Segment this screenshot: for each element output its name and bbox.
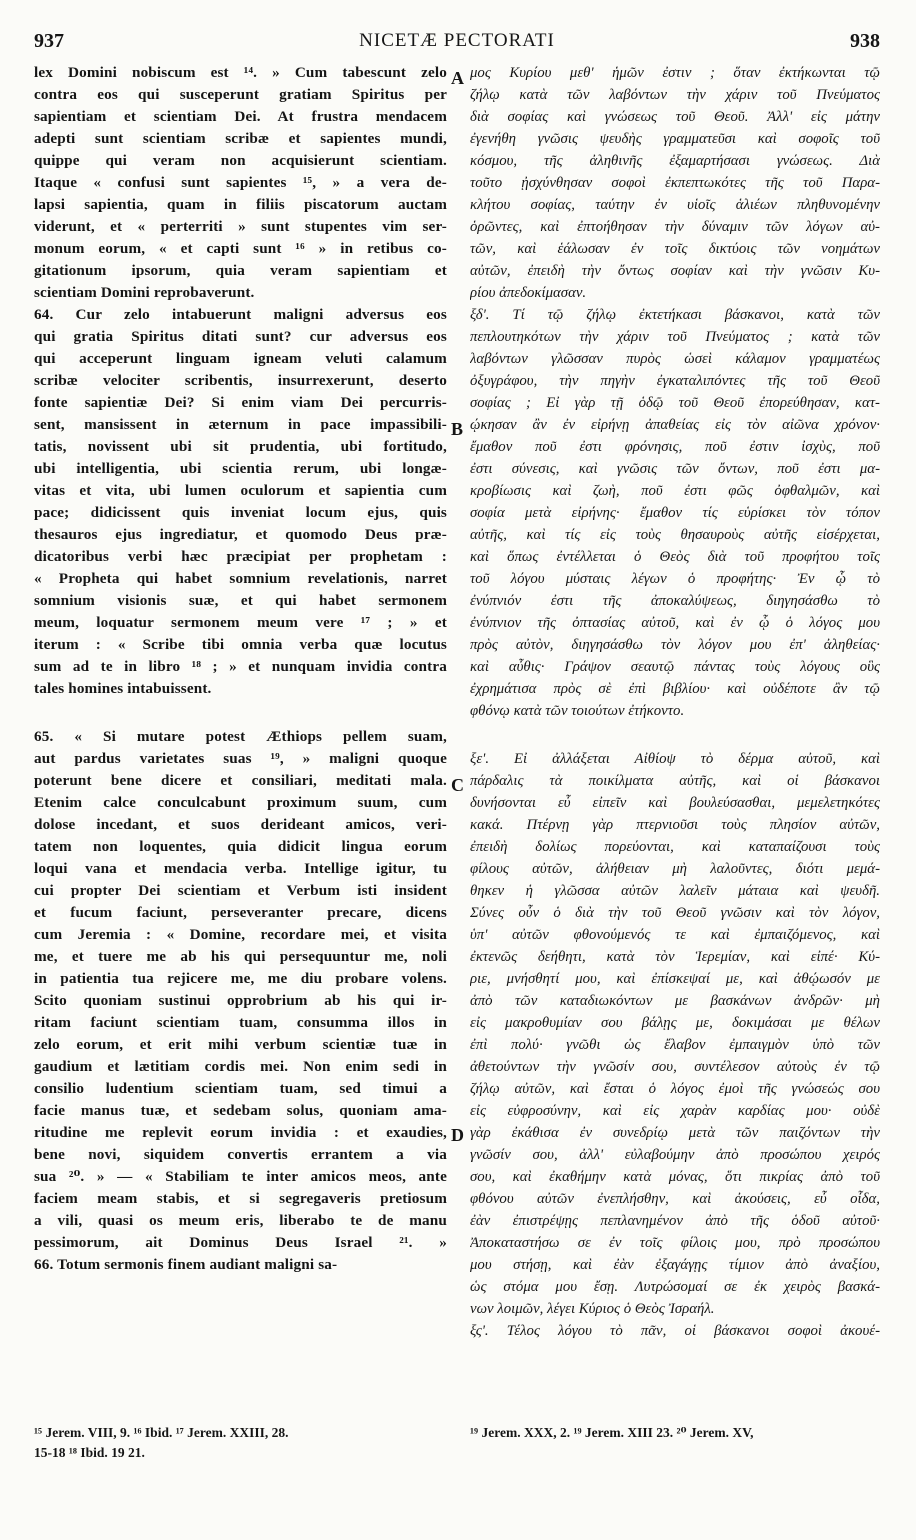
latin-line: et fucum faciunt, perseveranter precare, dicens bbox=[34, 904, 447, 921]
latin-line: sua ²⁰. » — « Stabiliam te inter amicos meos, ante bbox=[34, 1168, 447, 1185]
greek-line: Ἀποκαταστήσω σε ἐν τοῖς φίλοις μου, πρὸ προσώπου bbox=[470, 1235, 880, 1251]
greek-line: γνῶσίν σου, ἀλλ' εὐλαβούμην ἀπὸ προσώπου χειρός bbox=[470, 1147, 880, 1163]
latin-line: Scito quoniam sustinui opprobrium ab his qui ir- bbox=[34, 992, 447, 1009]
latin-line: « Propheta qui habet somnium revelationis, narret bbox=[34, 570, 447, 587]
greek-line: ἐνύπνιόν ἐστι τῆς ἀποκαλύψεως, διηγησάσθω τὸ bbox=[470, 593, 880, 609]
greek-line: ὡς στόμα μου ἔσῃ. Λυτρώσομαί σε ἐκ χειρὸς βασκά- bbox=[470, 1279, 880, 1295]
greek-line: πεπλουτηκότων τὴν χάριν τοῦ Πνεύματος ; κατὰ τῶν bbox=[470, 329, 880, 345]
latin-line: me, et tuere me ab his qui persequuntur me, noli bbox=[34, 948, 447, 965]
latin-line: poterunt bene dicere et consiliari, meditati mala. bbox=[34, 772, 447, 789]
latin-line: lex Domini nobiscum est ¹⁴. » Cum tabescunt zelo bbox=[34, 64, 447, 81]
page-header bbox=[34, 30, 880, 52]
greek-line: νων λοιμῶν, λέγει Κύριος ὁ Θεὸς Ἰσραήλ. bbox=[470, 1301, 715, 1317]
latin-line: gitationum ipsorum, quia veram sapientiam et bbox=[34, 262, 447, 279]
latin-line: sent, mansissent in æternum in pace impassibili- bbox=[34, 416, 447, 433]
latin-line: vitas et vita, ubi lumen oculorum et sapientia cum bbox=[34, 482, 447, 499]
greek-line: ξδ'. Τί τῷ ζήλῳ ἐκτετήκασι βάσκανοι, κατὰ τῶν bbox=[470, 307, 880, 323]
latin-line: Itaque « confusi sunt sapientes ¹⁵, » a vera de- bbox=[34, 174, 447, 191]
latin-line: quippe qui veram non acquisierunt scientiam. bbox=[34, 152, 447, 169]
greek-line: ρίου ἀπεδοκίμασαν. bbox=[470, 285, 587, 301]
greek-line: πάρδαλις τὰ ποικίλματα αὐτῆς, καὶ οἱ βάσκανοι bbox=[470, 773, 880, 789]
greek-line: φίλους αὐτῶν, ἀλήθειαν μὴ λαλοῦντες, διότι μεμά- bbox=[470, 861, 880, 877]
greek-line: φθόνῳ κατὰ τῶν τοιούτων ἐτήκοντο. bbox=[470, 703, 685, 719]
latin-line: consilio ludentium scientiam tuam, sed timui a bbox=[34, 1080, 447, 1097]
page-number-left: 937 bbox=[34, 30, 64, 52]
latin-line: cum Jeremia : « Domine, recordare mei, et visita bbox=[34, 926, 447, 943]
greek-line: ἀθετούντων τὴν γνῶσίν σου, συντέλεσον αὐτοὺς ἐν τῷ bbox=[470, 1059, 880, 1075]
greek-line: ζήλῳ κατὰ τῶν λαβόντων τὴν χάριν τοῦ Πνεύματος bbox=[470, 87, 880, 103]
greek-line: τοῦ λόγου μύσταις λέγων ὁ προφήτης· Ἐν ᾧ τὸ bbox=[470, 571, 880, 587]
greek-line: ἐπειδὴ δολίως πορεύονται, καὶ καταπαίζουσι τοὺς bbox=[470, 839, 880, 855]
greek-line: Σύνες οὖν ὁ διὰ τὴν τοῦ Θεοῦ γνῶσιν καὶ τὸν λόγον, bbox=[470, 905, 880, 921]
greek-line: ἐχρημάτισα πρὸς σὲ ἐπὶ βιβλίου· καὶ οὐδέποτε ἂν τῷ bbox=[470, 681, 880, 697]
latin-line: facie manus tuæ, et sedebam solus, quoniam ama- bbox=[34, 1102, 447, 1119]
latin-line: lapsi sapientia, quam in filiis piscatorum auctam bbox=[34, 196, 447, 213]
greek-line: διὰ σοφίας καὶ γνώσεως τοῦ Θεοῦ. Ἀλλ' εἰς μάτην bbox=[470, 109, 880, 125]
greek-line: ἐπὶ πολύ· γνῶθι ὡς ἔλαβον ἐμπαιγμὸν ὑπὸ τῶν bbox=[470, 1037, 880, 1053]
greek-line: ἐστι σύνεσις, καὶ γνῶσις τῶν ὄντων, ποῦ ἐστι μα- bbox=[470, 461, 880, 477]
greek-line: σοφία μετὰ εἰρήνης· ἔμαθον τίς εὑρίσκει τὸν τόπον bbox=[470, 505, 880, 521]
latin-line: pessimorum, ait Dominus Deus Israel ²¹. » bbox=[34, 1234, 447, 1251]
greek-line: γὰρ ἐκάθισα ἐν συνεδρίῳ μετὰ τῶν παιζόντων τὴν bbox=[470, 1125, 880, 1141]
greek-line: φθόνου αὐτῶν ἐνεπλήσθην, καὶ ἀκούσεις, εὖ οἶδα, bbox=[470, 1191, 880, 1207]
greek-line: ριε, μνήσθητί μου, καὶ ἐπίσκεψαί με, καὶ ἀθῴωσόν με bbox=[470, 971, 880, 987]
greek-line: σου, καὶ ἐκαθήμην κατὰ μόνας, ὅτι πικρίας ἀπὸ τοῦ bbox=[470, 1169, 880, 1185]
margin-letter-c: C bbox=[451, 775, 464, 795]
greek-line: κροβίωσις καὶ ζωὴ, ποῦ ἐστι φῶς ὀφθαλμῶν, καὶ bbox=[470, 483, 880, 499]
latin-line: iterum : « Scribe tibi omnia verba quæ locutus bbox=[34, 636, 447, 653]
latin-line: aut pardus varietates suas ¹⁹, » maligni quoque bbox=[34, 750, 447, 767]
greek-line: ἔμαθον ποῦ ἐστι φρόνησις, ποῦ ἐστιν ἰσχὺς, ποῦ bbox=[470, 439, 880, 455]
latin-line: viderunt, et « perterriti » sunt stupentes vim ser- bbox=[34, 218, 447, 235]
greek-line: τοῦτο ᾐσχύνθησαν σοφοὶ ἐκπεπτωκότες τῆς τοῦ Παρα- bbox=[470, 175, 880, 191]
latin-line: ubi intelligentia, ubi scientia rerum, ubi longæ- bbox=[34, 460, 447, 477]
greek-line: αὐτῶν, ἐπειδὴ τὴν ὄντως σοφίαν καὶ τὴν γνῶσιν Κυ- bbox=[470, 263, 880, 279]
page-number-right: 938 bbox=[850, 30, 880, 52]
latin-line: tales homines intabuissent. bbox=[34, 680, 212, 697]
latin-line: qui acceperunt linguam igneam veluti calamum bbox=[34, 350, 447, 367]
greek-column bbox=[470, 62, 880, 1342]
latin-line: 66. Totum sermonis finem audiant maligni sa- bbox=[34, 1256, 338, 1273]
latin-line: sapientiam et scientiam Dei. At frustra mendacem bbox=[34, 108, 447, 125]
greek-line: κακά. Πτέρνῃ γὰρ πτερνιοῦσι τοὺς πλησίον αὐτῶν, bbox=[470, 817, 880, 833]
greek-line: ξς'. Τέλος λόγου τὸ πᾶν, οἱ βάσκανοι σοφοὶ ἀκουέ- bbox=[470, 1323, 880, 1339]
latin-line: a vili, quasi os meum eris, liberabo te de manu bbox=[34, 1212, 447, 1229]
greek-line: μος Κυρίου μεθ' ἡμῶν ἐστιν ; ὅταν ἐκτήκωνται τῷ bbox=[470, 65, 880, 81]
latin-line: 64. Cur zelo intabuerunt maligni adversus eos bbox=[34, 306, 447, 323]
latin-line: meum, loquatur sermonem meum vere ¹⁷ ; » et bbox=[34, 614, 447, 631]
latin-column bbox=[34, 62, 447, 1348]
latin-line: ritudine me replevit eorum invidia : et exaudies, bbox=[34, 1124, 447, 1141]
greek-line: ἐνύπνιον τῆς ὀπτασίας αὐτοῦ, καὶ ἐν ᾧ ὁ λόγος μου bbox=[470, 615, 880, 631]
latin-line: tatem non loquentes, quia didicit lingua eorum bbox=[34, 838, 447, 855]
greek-line: εἰς εὐφροσύνην, καὶ εἰς χαρὰν καρδίας μου· οὐδὲ bbox=[470, 1103, 880, 1119]
latin-line: contra eos qui susceperunt gratiam Spiritus per bbox=[34, 86, 447, 103]
latin-line: fonte sapientiæ Dei? Si enim viam Dei percurris- bbox=[34, 394, 447, 411]
latin-line: scientiam Domini reprobaverunt. bbox=[34, 284, 255, 301]
margin-letter-b: B bbox=[451, 419, 464, 439]
greek-line: μου στήσῃ, καὶ ἐὰν ἐξαγάγῃς τίμιον ἀπὸ ἀναξίου, bbox=[470, 1257, 880, 1273]
greek-line: κλήτου σοφίας, ταύτην ἐν υἱοῖς ἁλιέων πληθυνομένην bbox=[470, 197, 880, 213]
greek-line: τῶν, καὶ ἑάλωσαν ἐν τοῖς δικτύοις τῶν νοημάτων bbox=[470, 241, 880, 257]
greek-line: ζήλῳ αὐτῶν, καὶ ἔσται ὁ λόγος ἐμοὶ τῆς γνώσεώς σου bbox=[470, 1081, 880, 1097]
greek-line: θηκεν ἡ γλῶσσα αὐτῶν λαλεῖν μάταια καὶ ψευδῆ. bbox=[470, 883, 880, 899]
greek-line: κόσμου, τῆς ἀληθινῆς ἐξαμαρτήσασι γνώσεως. Διὰ bbox=[470, 153, 880, 169]
footnote-latin-2: 15-18 ¹⁸ Ibid. 19 21. bbox=[34, 1445, 145, 1460]
greek-line: δυνήσονται εὖ εἰπεῖν καὶ βουλεύσασθαι, μεμελετηκότες bbox=[470, 795, 880, 811]
margin-letter-d: D bbox=[451, 1125, 464, 1145]
footnote-greek-1: ¹⁹ Jerem. XXX, 2. ¹⁹ Jerem. XIII 23. ²⁰ Jerem. XV, bbox=[470, 1425, 754, 1440]
latin-line: pace; didicissent quis inveniat locum ejus, quis bbox=[34, 504, 447, 521]
greek-line: ἀπὸ τῶν καταδιωκόντων με βασκάνων ἀνδρῶν· μὴ bbox=[470, 993, 880, 1009]
greek-line: ῴκησαν ἂν ἐν εἰρήνῃ ἀπαθείας εἰς τὸν αἰῶνα χρόνον· bbox=[470, 417, 880, 433]
footnote-latin-1: ¹⁵ Jerem. VIII, 9. ¹⁶ Ibid. ¹⁷ Jerem. XXIII, 28. bbox=[34, 1425, 289, 1440]
latin-line: dolose incedant, et suos derideant amicos, veri- bbox=[34, 816, 447, 833]
greek-line: ὀξυγράφου, τὴν πηγὴν ἐγκαταλιπόντες τῆς τοῦ Θεοῦ bbox=[470, 373, 880, 389]
greek-line: ὑπ' αὐτῶν φθονούμενός τε καὶ ἐμπαιζόμενος, καὶ bbox=[470, 927, 880, 943]
latin-line bbox=[34, 1326, 447, 1348]
latin-line: qui gratia Spiritus ditati sunt? cur adversus eos bbox=[34, 328, 447, 345]
greek-line: ξε'. Εἰ ἀλλάξεται Αἰθίοψ τὸ δέρμα αὐτοῦ, καὶ bbox=[470, 751, 880, 767]
latin-line: monum eorum, « et capti sunt ¹⁶ » in retibus co- bbox=[34, 240, 447, 257]
greek-line: ἐγενήθη γνῶσις ψευδὴς γραμματεῦσι καὶ σοφοῖς τοῦ bbox=[470, 131, 880, 147]
latin-line: zelo eorum, et erit mihi verbum scientiæ tuæ in bbox=[34, 1036, 447, 1053]
latin-line: gaudium et lætitiam cordis mei. Non enim sedi in bbox=[34, 1058, 447, 1075]
greek-line: καὶ ὅπως ἐντέλλεται ὁ Θεὸς διὰ τοῦ προφήτου τοῖς bbox=[470, 549, 880, 565]
greek-line: σοφίας ; Εἰ γὰρ τῇ ὁδῷ τοῦ Θεοῦ ἐπορεύθησαν, κατ- bbox=[470, 395, 880, 411]
greek-line: καὶ αὖθις· Γράψον σεαυτῷ πάντας τοὺς λόγους οὓς bbox=[470, 659, 880, 675]
latin-line: Etenim calce conculcabunt proximum suum, cum bbox=[34, 794, 447, 811]
latin-line: somnium visionis suæ, et qui habet sermonem bbox=[34, 592, 447, 609]
greek-line: ἐκτενῶς δεήθητι, κατὰ τὸν Ἱερεμίαν, καὶ εἰπέ· Κύ- bbox=[470, 949, 880, 965]
latin-line: 65. « Si mutare potest Æthiops pellem suam, bbox=[34, 728, 447, 745]
greek-line: ὁρῶντες, καὶ ἐπτοήθησαν τὴν δύναμιν τῶν λόγων αὐ- bbox=[470, 219, 880, 235]
latin-line: cui propter Dei scientiam et Verbum isti insident bbox=[34, 882, 447, 899]
greek-line: εἰς μακροθυμίαν σου βάλῃς με, δοκιμάσαι με θέλων bbox=[470, 1015, 880, 1031]
latin-line: in patientia tua rejicere me, me diu probare volens. bbox=[34, 970, 447, 987]
greek-line: λαβόντων γλῶσσαν πυρὸς ὡσεὶ κάλαμον γραμματέως bbox=[470, 351, 880, 367]
latin-line: loqui vana et mendacia verba. Intellige igitur, tu bbox=[34, 860, 447, 877]
greek-line: αὐτῆς, καὶ τίς εἰς τοὺς θησαυροὺς αὐτῆς εἰσέρχεται, bbox=[470, 527, 880, 543]
latin-line: ritam faciunt scientiam tuam, consumma illos in bbox=[34, 1014, 447, 1031]
running-title: NICETÆ PECTORATI bbox=[359, 30, 555, 51]
latin-line: adepti sunt scientiam scribæ et sapientes mundi, bbox=[34, 130, 447, 147]
latin-line: thesauros ejus ingrediatur, et quomodo Deus præ- bbox=[34, 526, 447, 543]
greek-line: πρὸς αὐτὸν, διηγησάσθω τὸν λόγον μου ἐπ' ἀληθείας· bbox=[470, 637, 880, 653]
margin-letter-a: A bbox=[451, 68, 464, 88]
latin-line: dicatoribus verbi hæc præcipiat per prophetam : bbox=[34, 548, 447, 565]
latin-line: faciem meam stabis, et si segregaveris pretiosum bbox=[34, 1190, 447, 1207]
latin-line: scribæ velociter scribentis, insurrexerunt, deserto bbox=[34, 372, 447, 389]
latin-line: sum ad te in libro ¹⁸ ; » et nunquam invidia contra bbox=[34, 658, 447, 675]
latin-line: tatis, novissent ubi sit prudentia, ubi fortitudo, bbox=[34, 438, 447, 455]
greek-line: ἐὰν ἐπιστρέψῃς πεπλανημένον ἀπὸ τῆς ὁδοῦ αὐτοῦ· bbox=[470, 1213, 880, 1229]
latin-line: bene novi, siquidem convertis errantem a via bbox=[34, 1146, 447, 1163]
